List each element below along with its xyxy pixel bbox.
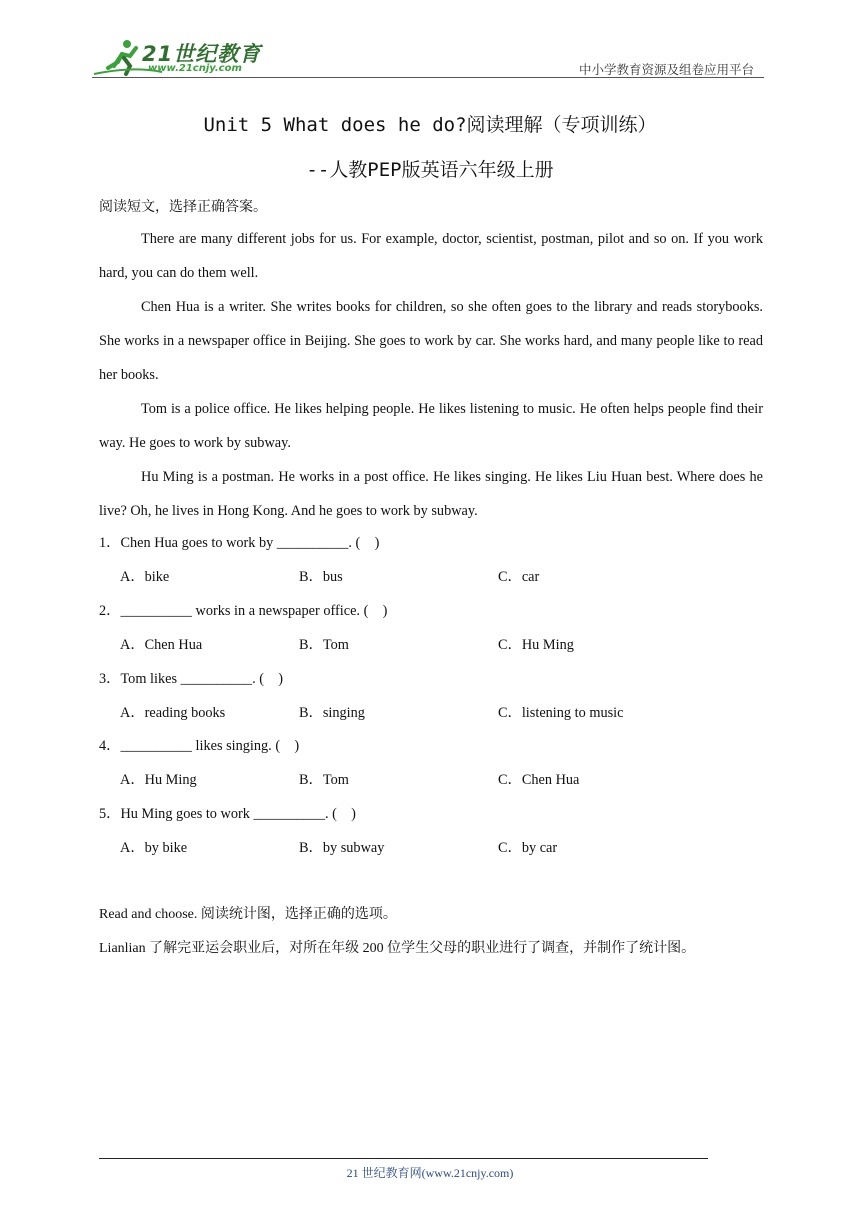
- logo-url-text: www.21cnjy.com: [148, 63, 242, 74]
- question-stem: 3．Tom likes __________. ( ): [99, 671, 284, 687]
- footer-divider: [99, 1158, 708, 1159]
- question-stem: 1．Chen Hua goes to work by __________. ( ): [99, 535, 380, 551]
- page-title: Unit 5 What does he do?阅读理解（专项训练）: [203, 114, 657, 136]
- passage-paragraph: Tom is a police office. He likes helping people. He likes listening to music. He often helps people find their way. He goes to work by subway.: [99, 401, 763, 451]
- option-b[interactable]: B．singing: [299, 705, 365, 721]
- question-stem: 2．__________ works in a newspaper office. ( ): [99, 603, 388, 619]
- option-b[interactable]: B．Tom: [299, 772, 349, 788]
- passage-paragraph: Chen Hua is a writer. She writes books for children, so she often goes to the library and reads storybooks. She works in a newspaper office in Beijing. She goes to work by car. She works hard, and many people like to read her books.: [99, 299, 763, 383]
- page-subtitle: --人教PEP版英语六年级上册: [306, 159, 554, 181]
- logo-brand-text: 21世纪教育: [142, 42, 262, 66]
- option-b[interactable]: B．by subway: [299, 840, 385, 856]
- passage: [99, 222, 763, 528]
- option-a[interactable]: A．bike: [120, 569, 170, 585]
- survey-intro: Lianlian 了解完亚运会职业后，对所在年级 200 位学生父母的职业进行了调查，并制作了统计图。: [99, 941, 696, 956]
- option-a[interactable]: A．reading books: [120, 705, 226, 721]
- chart-reading-instruction: Read and choose. 阅读统计图，选择正确的选项。: [99, 907, 397, 922]
- header-divider: [92, 77, 764, 78]
- option-a[interactable]: A．Hu Ming: [120, 772, 197, 788]
- question-stem: 4．__________ likes singing. ( ): [99, 738, 300, 754]
- question-stem: 5．Hu Ming goes to work __________. ( ): [99, 806, 356, 822]
- option-c[interactable]: C．listening to music: [498, 705, 624, 721]
- option-b[interactable]: B．Tom: [299, 637, 349, 653]
- option-c[interactable]: C．Chen Hua: [498, 772, 580, 788]
- passage-paragraph: Hu Ming is a postman. He works in a post office. He likes singing. He likes Liu Huan best. Where does he live? Oh, he lives in Hong Kong. And he goes to work by subway.: [99, 469, 763, 519]
- option-c[interactable]: C．Hu Ming: [498, 637, 574, 653]
- option-a[interactable]: A．Chen Hua: [120, 637, 203, 653]
- footer-site-link[interactable]: 21 世纪教育网(www.21cnjy.com): [346, 1166, 514, 1180]
- platform-tagline: 中小学教育资源及组卷应用平台: [578, 62, 754, 77]
- option-c[interactable]: C．by car: [498, 840, 558, 856]
- option-b[interactable]: B．bus: [299, 569, 343, 585]
- option-a[interactable]: A．by bike: [120, 840, 188, 856]
- reading-instruction: 阅读短文，选择正确答案。: [99, 199, 267, 215]
- option-c[interactable]: C．car: [498, 569, 540, 585]
- site-logo: [92, 36, 267, 80]
- passage-paragraph: There are many different jobs for us. For example, doctor, scientist, postman, pilot and so on. If you work hard, you can do them well.: [99, 231, 763, 281]
